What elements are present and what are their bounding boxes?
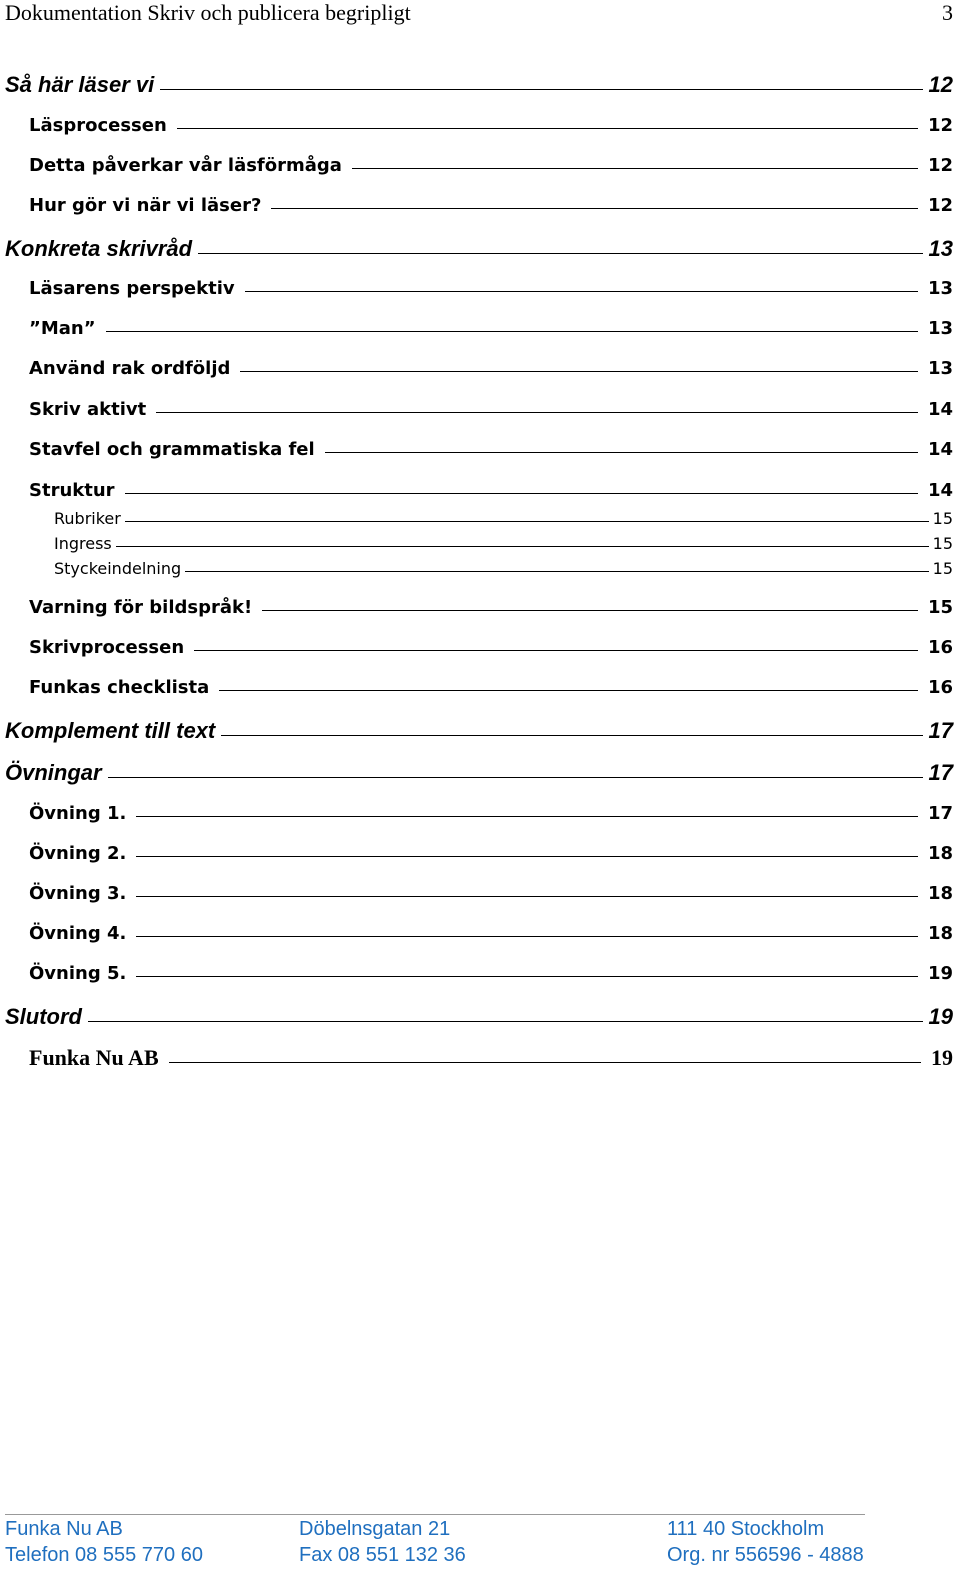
toc-entry-label: Övning 1.: [29, 803, 127, 824]
toc-entry-label: Konkreta skrivråd: [5, 236, 193, 261]
toc-leader: [136, 856, 918, 857]
toc-leader: [108, 777, 923, 778]
toc-leader: [169, 1062, 921, 1063]
toc-entry-page: 15: [927, 597, 953, 618]
toc-entry-page: 12: [927, 195, 953, 216]
toc-entry-label: Komplement till text: [5, 718, 216, 743]
toc-leader: [198, 253, 922, 254]
toc-leader: [160, 89, 922, 90]
toc-entry-page: 16: [927, 637, 953, 658]
toc-entry[interactable]: [29, 358, 953, 379]
toc-entry[interactable]: [54, 509, 953, 528]
toc-leader: [194, 650, 918, 651]
toc-entry-label: Slutord: [5, 1004, 82, 1029]
toc-entry[interactable]: [29, 480, 953, 501]
toc-leader: [262, 610, 918, 611]
toc-entry-page: 15: [932, 559, 953, 578]
toc-entry[interactable]: [29, 1045, 953, 1071]
toc-entry-label: Övning 2.: [29, 843, 127, 864]
toc-entry-label: Skriv aktivt: [29, 399, 147, 420]
toc-entry-page: 15: [932, 509, 953, 528]
toc-entry[interactable]: [54, 534, 953, 553]
toc-entry[interactable]: [5, 72, 953, 98]
toc-entry-label: ”Man”: [29, 318, 96, 339]
toc-entry-page: 12: [927, 115, 953, 136]
toc-entry-page: 16: [927, 677, 953, 698]
footer-company: Funka Nu AB: [5, 1518, 123, 1540]
toc-leader: [136, 976, 918, 977]
toc-leader: [271, 208, 918, 209]
toc-entry-label: Ingress: [54, 534, 112, 553]
toc-entry-page: 19: [931, 1045, 953, 1070]
toc-entry[interactable]: [29, 115, 953, 136]
toc-leader: [136, 816, 918, 817]
toc-entry[interactable]: [29, 278, 953, 299]
toc-leader: [325, 452, 918, 453]
toc-entry-label: Funka Nu AB: [29, 1045, 159, 1070]
page-number: 3: [942, 0, 953, 25]
toc-entry-label: Detta påverkar vår läsförmåga: [29, 155, 342, 176]
toc-entry[interactable]: [29, 637, 953, 658]
toc-entry-label: Struktur: [29, 480, 115, 501]
document-title: Dokumentation Skriv och publicera begripligt: [5, 0, 411, 25]
toc-entry[interactable]: [29, 318, 953, 339]
toc-entry-page: 19: [928, 1004, 953, 1029]
toc-entry-page: 17: [927, 803, 953, 824]
toc-leader: [125, 493, 918, 494]
toc-entry[interactable]: [5, 760, 953, 786]
toc-leader: [136, 936, 918, 937]
toc-leader: [125, 521, 929, 522]
toc-entry-label: Funkas checklista: [29, 677, 210, 698]
toc-leader: [116, 546, 929, 547]
footer-divider: [5, 1514, 865, 1515]
toc-entry[interactable]: [29, 439, 953, 460]
toc-leader: [245, 291, 918, 292]
toc-entry-page: 19: [927, 963, 953, 984]
toc-entry-label: Rubriker: [54, 509, 121, 528]
toc-entry-label: Läsarens perspektiv: [29, 278, 235, 299]
toc-entry-label: Övningar: [5, 760, 102, 785]
toc-entry-label: Övning 3.: [29, 883, 127, 904]
footer-city: 111 40 Stockholm: [667, 1518, 825, 1540]
toc-entry-page: 18: [927, 843, 953, 864]
toc-entry[interactable]: [29, 677, 953, 698]
toc-entry[interactable]: [54, 559, 953, 578]
toc-entry-label: Läsprocessen: [29, 115, 167, 136]
toc-entry-page: 18: [927, 883, 953, 904]
toc-entry-label: Så här läser vi: [5, 72, 155, 97]
toc-entry-page: 13: [928, 236, 953, 261]
toc-entry-label: Varning för bildspråk!: [29, 597, 253, 618]
toc-entry-page: 12: [927, 155, 953, 176]
toc-entry-label: Övning 5.: [29, 963, 127, 984]
toc-entry-page: 14: [927, 399, 953, 420]
toc-entry-page: 17: [928, 718, 953, 743]
footer-org-number: Org. nr 556596 - 4888: [667, 1544, 864, 1566]
toc-entry[interactable]: [5, 1004, 953, 1030]
toc-entry-page: 14: [927, 439, 953, 460]
toc-entry-label: Stavfel och grammatiska fel: [29, 439, 315, 460]
toc-entry-page: 13: [927, 278, 953, 299]
toc-leader: [177, 128, 918, 129]
toc-leader: [221, 735, 922, 736]
toc-entry[interactable]: [29, 155, 953, 176]
toc-entry[interactable]: [5, 236, 953, 262]
toc-entry-page: 18: [927, 923, 953, 944]
toc-entry-page: 14: [927, 480, 953, 501]
footer-address: Döbelnsgatan 21: [299, 1518, 451, 1540]
toc-leader: [136, 896, 918, 897]
toc-entry-label: Hur gör vi när vi läser?: [29, 195, 262, 216]
toc-entry[interactable]: [29, 923, 953, 944]
toc-entry-page: 12: [928, 72, 953, 97]
toc-leader: [352, 168, 918, 169]
toc-entry-page: 17: [928, 760, 953, 785]
toc-entry-label: Skrivprocessen: [29, 637, 185, 658]
toc-leader: [156, 412, 918, 413]
toc-entry[interactable]: [29, 399, 953, 420]
toc-entry[interactable]: [29, 597, 953, 618]
toc-entry[interactable]: [29, 883, 953, 904]
toc-entry[interactable]: [29, 803, 953, 824]
toc-entry[interactable]: [5, 718, 953, 744]
footer-phone: Telefon 08 555 770 60: [5, 1544, 203, 1566]
toc-leader: [219, 690, 918, 691]
toc-entry-page: 15: [932, 534, 953, 553]
toc-entry-page: 13: [927, 318, 953, 339]
footer-fax: Fax 08 551 132 36: [299, 1544, 466, 1566]
toc-entry-label: Styckeindelning: [54, 559, 182, 578]
page-footer: [5, 1518, 905, 1570]
toc-leader: [240, 371, 918, 372]
toc-entry[interactable]: [29, 843, 953, 864]
toc-leader: [88, 1021, 923, 1022]
toc-entry-label: Använd rak ordföljd: [29, 358, 231, 379]
toc-entry[interactable]: [29, 963, 953, 984]
toc-leader: [185, 571, 928, 572]
toc-entry[interactable]: [29, 195, 953, 216]
toc-entry-page: 13: [927, 358, 953, 379]
toc-entry-label: Övning 4.: [29, 923, 127, 944]
page-header: [5, 0, 953, 28]
toc-leader: [106, 331, 918, 332]
